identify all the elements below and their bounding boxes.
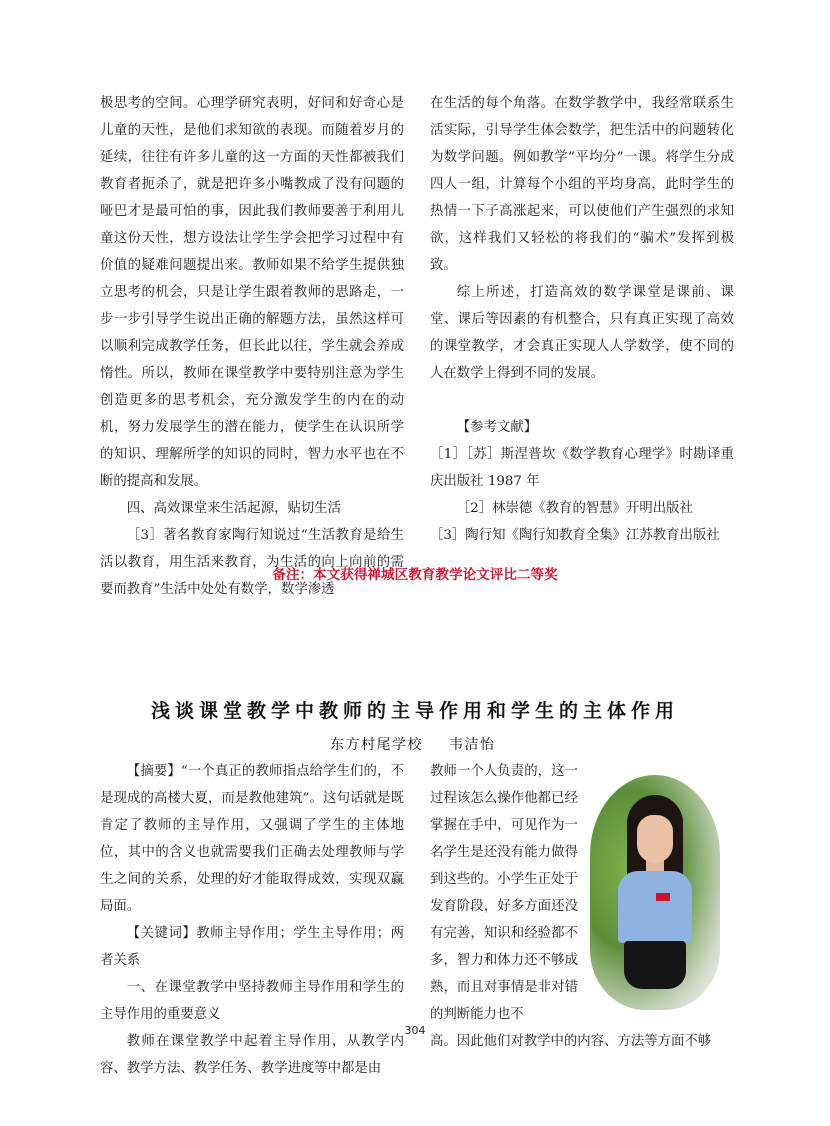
paragraph-wrapped: 教师一个人负责的，这一过程该怎么操作他都已经掌握在手中，可见作为一名学生是还没有能力做得到这些的。小学生正处于发育阶段，好多方面还没有完善，知识和经验都不多，智力和体力还不够成熟，而且对事情是非对错的判断能力也不 — [430, 764, 578, 1022]
paragraph: 高。因此他们对教学中的内容、方法等方面不够 — [430, 1034, 712, 1049]
paragraph: 在生活的每个角落。在数学教学中，我经常联系生活实际，引导学生体会数学，把生活中的问题转化为数学问题。例如教学“平均分”一课。将学生分成四人一组，计算每个小组的平均身高，此时学生的热情一下子高涨起来，可以使他们产生强烈的求知欲，这样我们又轻松的将我们的“骗术”发挥到极致。 — [430, 96, 734, 273]
paragraph: 教师在课堂教学中起着主导作用，从教学内容、教学方法、教学任务、教学进度等中都是由 — [100, 1034, 404, 1076]
school-name: 东方村尾学校 — [330, 737, 423, 753]
keywords: 【关键词】教师主导作用；学生主导作用；两者关系 — [100, 926, 404, 968]
prev-article-right-column — [430, 90, 734, 549]
prev-article-left-column — [100, 90, 404, 603]
paragraph: ［3］著名教育家陶行知说过“生活教育是给生活以教育，用生活来教育，为生活的向上向前的需要而教育”生活中处处有数学，数学渗透 — [100, 528, 404, 597]
reference-item: ［1］［苏］斯涅普坎《数学教育心理学》时勘译重庆出版社 1987 年 — [430, 447, 734, 489]
paragraph: 极思考的空间。心理学研究表明，好问和好奇心是儿童的天性，是他们求知欲的表现。而随着岁月的延续，往往有许多儿童的这一方面的天性都被我们教育者扼杀了，就是把许多小嘴教成了没有问题的哑巴才是最可怕的事，因此我们教师要善于利用儿童这份天性，想方设法让学生学会把学习过程中有价值的疑难问题提出来。教师如果不给学生提供独立思考的机会，只是让学生跟着教师的思路走，一步一步引导学生说出正确的解题方法，虽然这样可以顺利完成教学任务，但长此以往，学生就会养成惰性。所以，教师在课堂教学中要特别注意为学生创造更多的思考机会，充分激发学生的内在的动机，努力发展学生的潜在能力，使学生在认识所学的知识、理解所学的知识的同时，智力水平也在不断的提高和发展。 — [100, 96, 404, 489]
paragraph: 综上所述，打造高效的数学课堂是课前、课堂、课后等因素的有机整合，只有真正实现了高效的课堂教学，才会真正实现人人学数学，使不同的人在数学上得到不同的发展。 — [430, 285, 734, 381]
abstract: 【摘要】“一个真正的教师指点给学生们的，不是现成的高楼大夏，而是教他建筑”。这句话就是既肯定了教师的主导作用，又强调了学生的主体地位，其中的含义也就需要我们正确去处理教师与学生之间的关系，处理的好才能取得成效，实现双赢局面。 — [100, 764, 404, 914]
references-heading: 【参考文献】 — [456, 420, 538, 435]
article-title: 浅谈课堂教学中教师的主导作用和学生的主体作用 — [150, 700, 679, 722]
reference-item: ［2］林崇德《教育的智慧》开明出版社 — [456, 501, 693, 516]
spacer — [430, 387, 734, 414]
section-heading: 一、在课堂教学中坚持教师主导作用和学生的主导作用的重要意义 — [100, 980, 404, 1022]
award-note: 备注：本文获得禅城区教育教学论文评比二等奖 — [272, 567, 558, 583]
page-number: 304 — [404, 1024, 426, 1037]
reference-item: ［3］陶行知《陶行知教育全集》江苏教育出版社 — [430, 528, 720, 543]
byline — [330, 734, 522, 754]
author-photo — [590, 775, 720, 1010]
section-heading: 四、高效课堂来生活起源，贴切生活 — [126, 501, 342, 516]
author-name: 韦洁怡 — [449, 737, 496, 753]
